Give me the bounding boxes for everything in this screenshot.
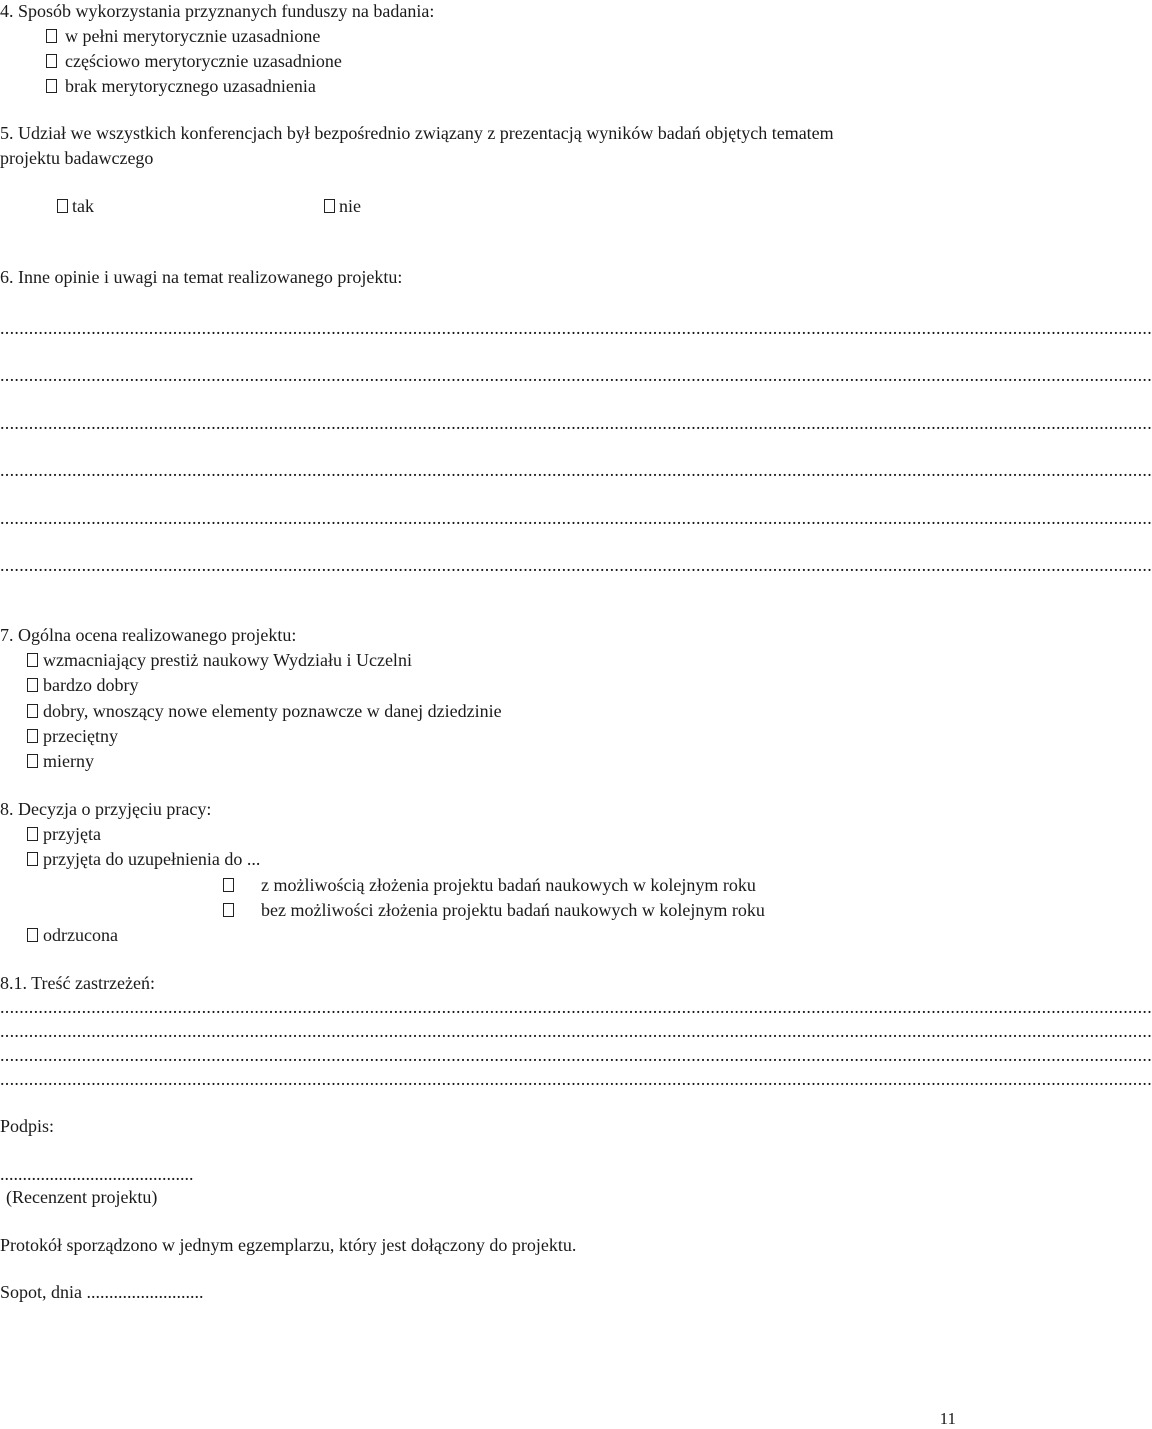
q81-title: 8.1. Treść zastrzeżeń: bbox=[0, 973, 155, 993]
q6-title: 6. Inne opinie i uwagi na temat realizowanego projektu: bbox=[0, 267, 403, 287]
q6-answer-line[interactable]: ................................................................................................................................................................................................................................................ bbox=[0, 413, 1152, 433]
q8-option-rejected[interactable]: odrzucona bbox=[27, 924, 118, 946]
q5-option-yes[interactable]: tak bbox=[57, 195, 94, 217]
q5-title-line1: 5. Udział we wszystkich konferencjach był bezpośrednio związany z prezentacją wyników badań objętych tematem bbox=[0, 123, 834, 143]
q6-answer-line[interactable]: ................................................................................................................................................................................................................................................ bbox=[0, 555, 1152, 575]
checkbox-icon[interactable] bbox=[27, 852, 38, 866]
signature-line[interactable]: ........................................... bbox=[0, 1164, 194, 1184]
q7-option[interactable]: mierny bbox=[27, 750, 94, 772]
checkbox-icon[interactable] bbox=[27, 653, 38, 667]
checkbox-icon[interactable] bbox=[46, 54, 57, 68]
q81-answer-line[interactable]: ................................................................................................................................................................................................................................................ bbox=[0, 997, 1152, 1017]
checkbox-icon[interactable] bbox=[223, 878, 234, 892]
signature-label: Podpis: bbox=[0, 1116, 55, 1136]
q8-suboption-with[interactable]: z możliwością złożenia projektu badań naukowych w kolejnym roku bbox=[223, 874, 756, 896]
q4-option-full[interactable]: w pełni merytorycznie uzasadnione bbox=[46, 25, 320, 47]
checkbox-icon[interactable] bbox=[324, 199, 335, 213]
q7-option[interactable]: przeciętny bbox=[27, 725, 118, 747]
q7-option[interactable]: dobry, wnoszący nowe elementy poznawcze w danej dziedzinie bbox=[27, 700, 502, 722]
q81-answer-line[interactable]: ................................................................................................................................................................................................................................................ bbox=[0, 1069, 1152, 1089]
q7-option[interactable]: wzmacniający prestiż naukowy Wydziału i Uczelni bbox=[27, 649, 412, 671]
page-number: 11 bbox=[939, 1409, 956, 1428]
checkbox-icon[interactable] bbox=[57, 199, 68, 213]
q6-answer-line[interactable]: ................................................................................................................................................................................................................................................ bbox=[0, 365, 1152, 385]
place-date[interactable]: Sopot, dnia .......................... bbox=[0, 1282, 204, 1302]
checkbox-icon[interactable] bbox=[223, 903, 234, 917]
q8-option-accepted-cond[interactable]: przyjęta do uzupełnienia do ... bbox=[27, 848, 260, 870]
q4-option-partial[interactable]: częściowo merytorycznie uzasadnione bbox=[46, 50, 342, 72]
signature-role: (Recenzent projektu) bbox=[6, 1187, 158, 1207]
checkbox-icon[interactable] bbox=[46, 29, 57, 43]
q5-title-line2: projektu badawczego bbox=[0, 148, 154, 168]
checkbox-icon[interactable] bbox=[27, 678, 38, 692]
checkbox-icon[interactable] bbox=[46, 79, 57, 93]
q8-suboption-without[interactable]: bez możliwości złożenia projektu badań naukowych w kolejnym roku bbox=[223, 899, 765, 921]
q4-option-none[interactable]: brak merytorycznego uzasadnienia bbox=[46, 75, 316, 97]
q6-answer-line[interactable]: ................................................................................................................................................................................................................................................ bbox=[0, 318, 1152, 338]
q8-title: 8. Decyzja o przyjęciu pracy: bbox=[0, 799, 212, 819]
q5-option-no[interactable]: nie bbox=[324, 195, 361, 217]
protocol-note: Protokół sporządzono w jednym egzemplarzu, który jest dołączony do projektu. bbox=[0, 1235, 577, 1255]
checkbox-icon[interactable] bbox=[27, 928, 38, 942]
q4-title: 4. Sposób wykorzystania przyznanych funduszy na badania: bbox=[0, 1, 435, 21]
q6-answer-line[interactable]: ................................................................................................................................................................................................................................................ bbox=[0, 508, 1152, 528]
q7-option[interactable]: bardzo dobry bbox=[27, 674, 138, 696]
checkbox-icon[interactable] bbox=[27, 827, 38, 841]
checkbox-icon[interactable] bbox=[27, 729, 38, 743]
q8-option-accepted[interactable]: przyjęta bbox=[27, 823, 101, 845]
q81-answer-line[interactable]: ................................................................................................................................................................................................................................................ bbox=[0, 1045, 1152, 1065]
q81-answer-line[interactable]: ................................................................................................................................................................................................................................................ bbox=[0, 1021, 1152, 1041]
checkbox-icon[interactable] bbox=[27, 754, 38, 768]
q7-title: 7. Ogólna ocena realizowanego projektu: bbox=[0, 625, 297, 645]
q6-answer-line[interactable]: ................................................................................................................................................................................................................................................ bbox=[0, 460, 1152, 480]
checkbox-icon[interactable] bbox=[27, 704, 38, 718]
